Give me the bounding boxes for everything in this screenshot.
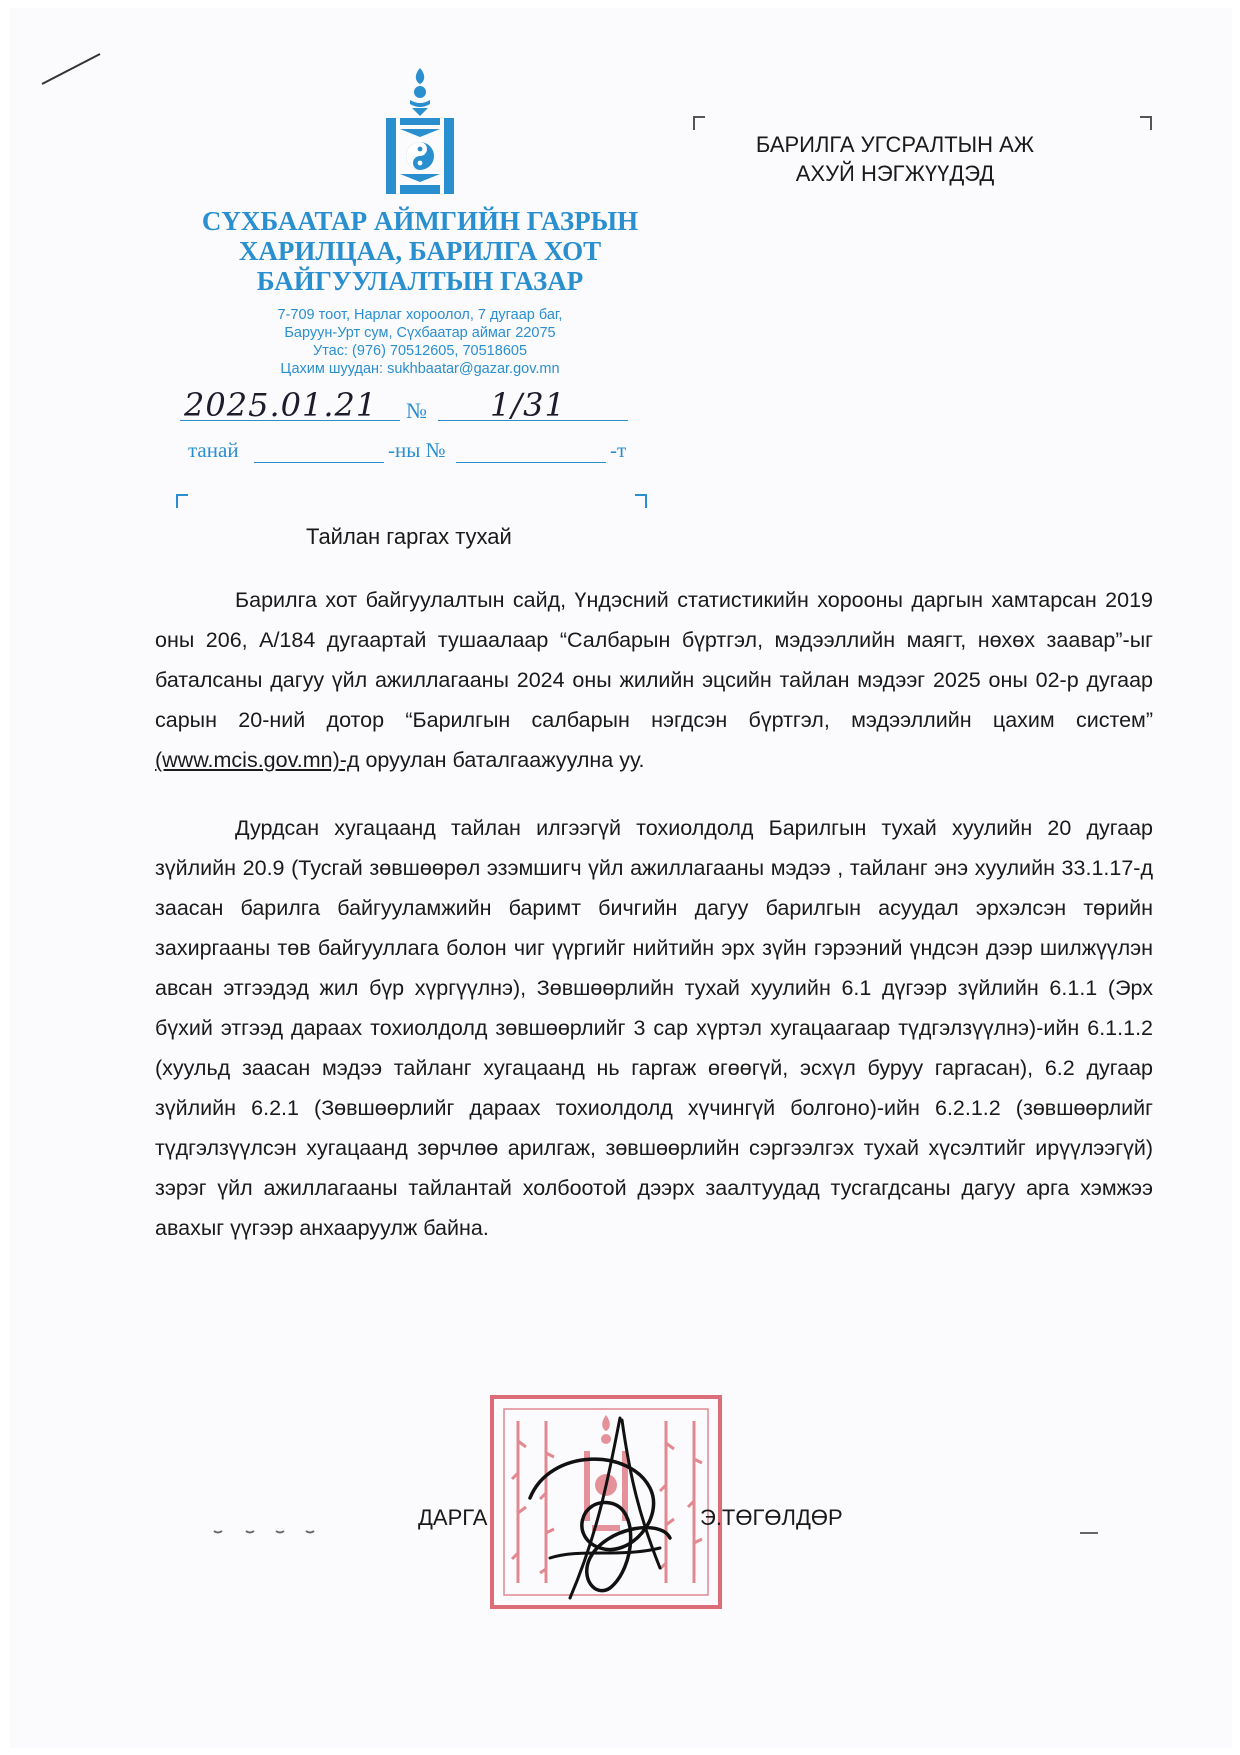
handwritten-signature-icon	[510, 1408, 690, 1608]
ref-prefix: танай	[188, 438, 239, 462]
ref-suffix: -т	[610, 438, 627, 462]
handwritten-date: 2025.01.21	[184, 386, 378, 424]
recipient-line: АХУЙ НЭГЖҮҮДЭД	[795, 161, 995, 186]
ref-number-blank	[456, 462, 606, 463]
scan-dots	[210, 1523, 330, 1535]
paragraph-text: Барилга хот байгуулалтын сайд, Үндэсний статистикийн хорооны даргын хамтарсан 2019 оны 206, А/184 дугаартай тушаалаар “Салбарын бүртгэл, мэдээллийн маягт, нөхөх заавар”-ыг баталсаны дагуу үйл ажиллагааны 2024 оны жилийн эцсийн тайлан мэдээг 2025 оны 02-р дугаар сарын 20-ний дотор “Барилгын салбарын нэгдсэн бүртгэл, мэдээллийн цахим систем”	[155, 588, 1153, 732]
recipient-corner-left	[693, 116, 705, 130]
handwritten-number: 1/31	[490, 386, 566, 424]
sender-org-name	[160, 206, 680, 296]
signatory-title: ДАРГА	[418, 1505, 488, 1530]
mcis-link[interactable]: (www.mcis.gov.mn)-д	[155, 748, 360, 772]
date-number-row	[180, 386, 630, 426]
subject-corner-left	[176, 494, 188, 508]
date-underline	[180, 420, 400, 421]
body-paragraph-1	[155, 580, 1153, 780]
letter-body	[155, 580, 1153, 1276]
scan-edge-mark	[38, 48, 108, 88]
recipient	[745, 130, 1045, 188]
letter-page	[10, 8, 1232, 1748]
sender-address	[160, 306, 680, 378]
ref-mid: -ны №	[388, 438, 446, 462]
address-line: Утас: (976) 70512605, 70518605	[312, 343, 528, 359]
org-line: СҮХБААТАР АЙМГИЙН ГАЗРЫН	[201, 206, 639, 236]
org-line: ХАРИЛЦАА, БАРИЛГА ХОТ	[238, 236, 602, 266]
address-line: 7-709 тоот, Нарлаг хороолол, 7 дугаар баг,	[277, 307, 563, 323]
number-label: №	[406, 398, 427, 423]
address-line: Баруун-Урт сум, Сүхбаатар аймаг 22075	[284, 325, 556, 341]
recipient-corner-right	[1140, 116, 1152, 130]
signatory-name: Э.ТӨГӨЛДӨР	[700, 1505, 843, 1530]
address-line: Цахим шуудан: sukhbaatar@gazar.gov.mn	[280, 361, 560, 377]
reference-row	[188, 438, 648, 466]
subject-corner-right	[635, 494, 647, 508]
body-paragraph-2: Дурдсан хугацаанд тайлан илгээгүй тохиолдолд Барилгын тухай хуулийн 20 дугаар зүйлийн 20.9 (Тусгай зөвшөөрөл эзэмшигч үйл ажиллагааны мэдээ , тайланг энэ хуулийн 33.1.17-д заасан барилга байгууламжийн баримт бичгийн дагуу барилгын асуудал эрхэлсэн төрийн захиргааны төв байгууллага болон чиг үүргийг нийтийн эрх зүйн гэрээний үндсэн дээр шилжүүлэн авсан этгээдэд жил бүр хүргүүлнэ), Зөвшөөрлийн тухай хуулийн 6.1 дүгээр зүйлийн 6.1.1 (Эрх бүхий этгээд дараах тохиолдолд зөвшөөрлийг 3 сар хүртэл хугацаагаар түдгэлзүүлнэ)-ийн 6.1.1.2 (хуульд заасан мэдээ тайланг хугацаанд нь гаргаж өгөөгүй, эсхүл буруу гаргасан), 6.2 дугаар зүйлийн 6.2.1 (Зөвшөөрлийг дараах тохиолдолд хүчингүй болгоно)-ийн 6.2.1.2 (зөвшөөрлийг түдгэлзүүлсэн хугацаанд зөрчлөө арилгаж, зөвшөөрлийн сэргээлгэх тухай хүсэлтийг ирүүлээгүй) зэрэг үйл ажиллагааны тайлантай холбоотой дээрх заалтуудад тусгагдсаны дагуу арга хэмжээ авахыг үүгээр анхааруулж байна.	[155, 816, 1153, 1240]
paragraph-text-end: оруулан баталгаажуулна уу.	[365, 748, 645, 772]
soyombo-emblem-icon	[380, 66, 460, 198]
recipient-line: БАРИЛГА УГСРАЛТЫН АЖ	[755, 132, 1035, 157]
letter-subject: Тайлан гаргах тухай	[306, 524, 512, 549]
org-line: БАЙГУУЛАЛТЫН ГАЗАР	[256, 266, 584, 296]
ref-date-blank	[254, 462, 384, 463]
number-underline	[438, 420, 628, 421]
scan-mark-right	[1080, 1532, 1098, 1534]
